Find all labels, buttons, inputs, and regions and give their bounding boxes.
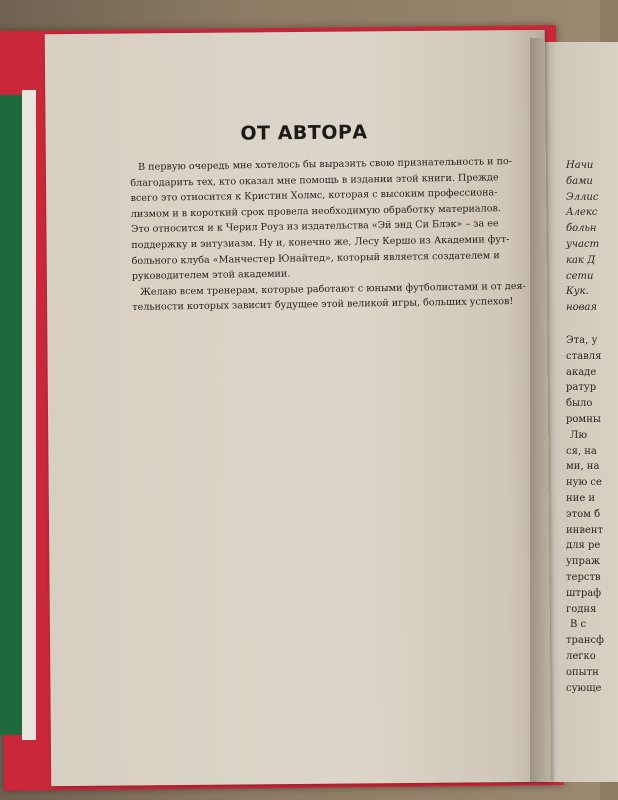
text-line: больного клуба «Манчестер Юнайтед», который является создателем и (131, 249, 500, 267)
right-fragment: трансф (566, 635, 604, 647)
text-line: всего это относится к Кристин Холмс, которая с высоким профессиона- (130, 187, 498, 205)
text-line: Это относится и к Черил Роуз из издательства «Эй энд Си Блэк» – за ее (131, 218, 499, 236)
text-line: поддержку и энтузиазм. Ну и, конечно же, Лесу Кершо из Академии фут- (131, 234, 510, 251)
right-fragment: ную се (566, 477, 602, 489)
right-fragment: сующе (566, 682, 602, 694)
right-fragment: акаде (566, 366, 597, 378)
text-line: руководителем этой академии. (131, 268, 291, 283)
right-fragment: ставля (566, 350, 602, 362)
right-fragment: Кук. (566, 286, 589, 298)
cover-white-stripe (22, 90, 36, 740)
right-fragment: В с (570, 619, 587, 631)
right-fragment: ратур (566, 382, 597, 394)
right-fragment: ромны (566, 413, 601, 425)
right-fragment: было (566, 398, 593, 410)
right-fragment: сети (566, 270, 594, 282)
text-line: тельности которых зависит будущее этой великой игры, больших успехов! (132, 296, 514, 314)
right-fragment: бами (566, 175, 593, 187)
right-fragment: Эта, у (566, 334, 598, 346)
right-fragment: этом б (566, 508, 601, 520)
right-fragment: для ре (566, 540, 601, 552)
right-fragment: участ (566, 238, 600, 250)
right-fragment: ние и (566, 492, 596, 504)
right-fragment: штраф (566, 587, 602, 599)
text-line: лизмом и в короткий срок провела необходимую обработку материалов. (130, 202, 502, 220)
right-fragment: Начи (566, 160, 594, 171)
right-fragment: Эллис (566, 191, 599, 203)
right-page-text (566, 158, 606, 696)
book-gutter (530, 38, 548, 783)
right-fragment: Лю (570, 429, 588, 441)
right-fragment: терств (566, 571, 601, 583)
text-line: благодарить тех, кто оказал мне помощь в издании этой книги. Прежде (130, 171, 499, 189)
right-fragment: новая (566, 302, 598, 314)
right-fragment: инвент (566, 524, 604, 536)
right-fragment: Алекс (566, 207, 598, 219)
page-heading: ОТ АВТОРА (240, 121, 368, 145)
right-fragment: ся, на (566, 445, 597, 457)
right-fragment: ми, на (566, 461, 600, 473)
right-fragment: опытн (566, 666, 599, 678)
right-fragment: больн (566, 223, 597, 235)
cover-green-stripe (0, 95, 22, 735)
right-fragment: упраж (566, 556, 601, 568)
text-line: Желаю всем тренерам, которые работают с юными футболистами и от дея- (139, 280, 526, 298)
author-note-text (130, 154, 537, 316)
right-fragment: легко (566, 650, 596, 662)
text-line: В первую очередь мне хотелось бы выразить свою признательность и по- (138, 156, 513, 173)
right-fragment: годня (566, 603, 597, 615)
right-fragment: как Д (566, 254, 596, 266)
